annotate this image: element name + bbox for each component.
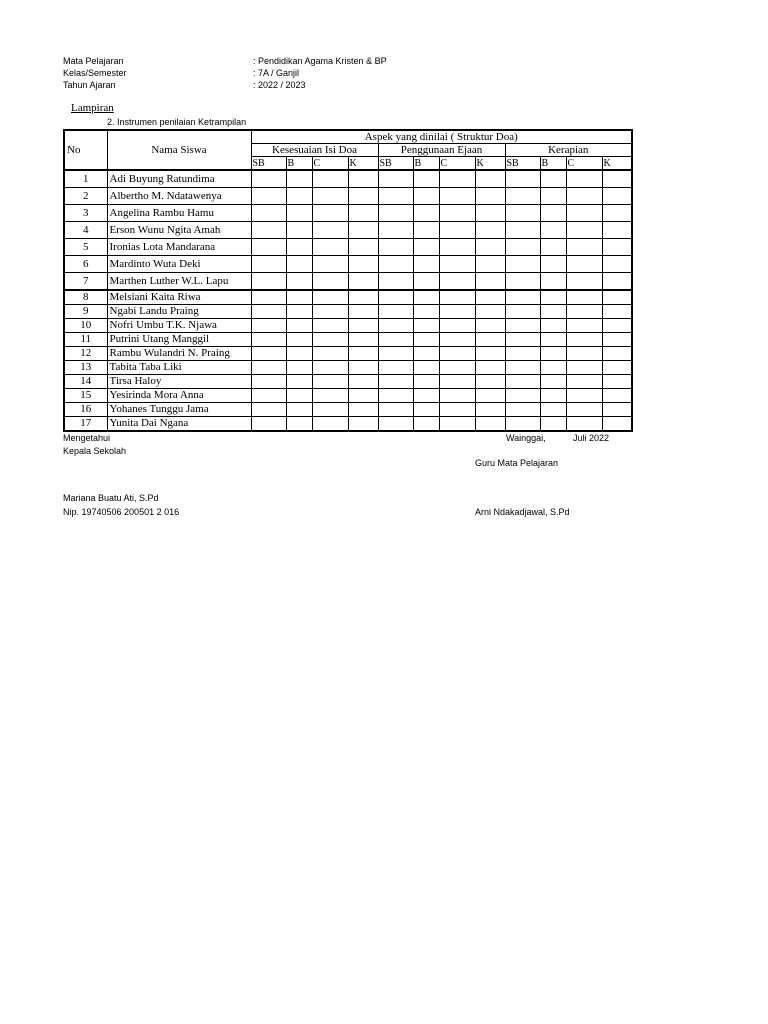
- score-cell[interactable]: [566, 403, 602, 417]
- score-cell[interactable]: [378, 205, 413, 222]
- score-cell[interactable]: [348, 188, 378, 205]
- student-name: Ironias Lota Mandarana: [107, 239, 251, 256]
- score-cell[interactable]: [251, 222, 286, 239]
- table-row: [64, 239, 632, 256]
- score-cell[interactable]: [602, 361, 632, 375]
- grade-header-cell: B: [286, 157, 312, 171]
- table-row: [64, 305, 632, 319]
- table-row: [64, 222, 632, 239]
- score-cell[interactable]: [566, 319, 602, 333]
- student-number: 12: [64, 347, 107, 361]
- score-cell[interactable]: [540, 375, 566, 389]
- table-row: [64, 403, 632, 417]
- score-cell[interactable]: [413, 222, 439, 239]
- score-cell[interactable]: [540, 222, 566, 239]
- table-row: [64, 375, 632, 389]
- grade-header-cell: B: [540, 157, 566, 171]
- field-label-year: Tahun Ajaran: [63, 80, 116, 90]
- score-cell[interactable]: [413, 256, 439, 273]
- score-cell[interactable]: [540, 188, 566, 205]
- student-number: 9: [64, 305, 107, 319]
- student-name: Nofri Umbu T.K. Njawa: [107, 319, 251, 333]
- score-cell[interactable]: [505, 403, 540, 417]
- header-aspect-spelling: Penggunaan Ejaan: [378, 144, 505, 157]
- score-cell[interactable]: [312, 417, 348, 432]
- student-name: Melsiani Kaita Riwa: [107, 290, 251, 305]
- score-cell[interactable]: [439, 333, 475, 347]
- grade-header-cell: K: [602, 157, 632, 171]
- score-cell[interactable]: [505, 375, 540, 389]
- score-cell[interactable]: [286, 403, 312, 417]
- score-cell[interactable]: [348, 347, 378, 361]
- score-cell[interactable]: [348, 273, 378, 291]
- score-cell[interactable]: [312, 256, 348, 273]
- student-name: Rambu Wulandri N. Praing: [107, 347, 251, 361]
- score-cell[interactable]: [312, 239, 348, 256]
- header-no: No: [64, 130, 107, 170]
- student-name: Marthen Luther W.L. Lapu: [107, 273, 251, 291]
- student-name: Tirsa Haloy: [107, 375, 251, 389]
- score-cell[interactable]: [286, 170, 312, 188]
- score-cell[interactable]: [566, 273, 602, 291]
- score-cell[interactable]: [505, 290, 540, 305]
- score-cell[interactable]: [413, 333, 439, 347]
- student-number: 7: [64, 273, 107, 291]
- student-name: Yunita Dai Ngana: [107, 417, 251, 432]
- score-cell[interactable]: [413, 305, 439, 319]
- score-cell[interactable]: [505, 239, 540, 256]
- student-number: 6: [64, 256, 107, 273]
- score-cell[interactable]: [566, 375, 602, 389]
- score-cell[interactable]: [251, 305, 286, 319]
- score-cell[interactable]: [439, 239, 475, 256]
- student-number: 15: [64, 389, 107, 403]
- student-number: 16: [64, 403, 107, 417]
- student-name: Adi Buyung Ratundima: [107, 170, 251, 188]
- score-cell[interactable]: [566, 239, 602, 256]
- score-cell[interactable]: [540, 170, 566, 188]
- score-cell[interactable]: [540, 403, 566, 417]
- table-row: [64, 347, 632, 361]
- table-row: [64, 205, 632, 222]
- score-cell[interactable]: [602, 222, 632, 239]
- score-cell[interactable]: [602, 256, 632, 273]
- score-cell[interactable]: [540, 305, 566, 319]
- score-cell[interactable]: [475, 375, 505, 389]
- score-cell[interactable]: [378, 347, 413, 361]
- score-cell[interactable]: [566, 417, 602, 432]
- teacher-role: Guru Mata Pelajaran: [475, 458, 559, 468]
- score-cell[interactable]: [286, 305, 312, 319]
- grade-header-cell: B: [413, 157, 439, 171]
- score-cell[interactable]: [505, 188, 540, 205]
- score-cell[interactable]: [475, 305, 505, 319]
- section-title: Lampiran: [71, 102, 114, 114]
- score-cell[interactable]: [602, 205, 632, 222]
- score-cell[interactable]: [505, 256, 540, 273]
- score-cell[interactable]: [378, 305, 413, 319]
- score-cell[interactable]: [378, 403, 413, 417]
- score-cell[interactable]: [439, 222, 475, 239]
- score-cell[interactable]: [378, 290, 413, 305]
- table-row: [64, 333, 632, 347]
- score-cell[interactable]: [439, 417, 475, 432]
- score-cell[interactable]: [286, 361, 312, 375]
- score-cell[interactable]: [566, 205, 602, 222]
- score-cell[interactable]: [413, 205, 439, 222]
- score-cell[interactable]: [602, 290, 632, 305]
- field-value-subject: : Pendidikan Agama Kristen & BP: [253, 56, 387, 66]
- score-cell[interactable]: [286, 188, 312, 205]
- score-cell[interactable]: [475, 273, 505, 291]
- score-cell[interactable]: [348, 290, 378, 305]
- student-number: 11: [64, 333, 107, 347]
- score-cell[interactable]: [251, 417, 286, 432]
- score-cell[interactable]: [475, 239, 505, 256]
- score-cell[interactable]: [251, 319, 286, 333]
- score-cell[interactable]: [602, 389, 632, 403]
- score-cell[interactable]: [602, 375, 632, 389]
- score-cell[interactable]: [566, 361, 602, 375]
- score-cell[interactable]: [475, 256, 505, 273]
- score-cell[interactable]: [312, 361, 348, 375]
- principal-name: Mariana Buatu Ati, S.Pd: [63, 493, 159, 503]
- score-cell[interactable]: [413, 417, 439, 432]
- score-cell[interactable]: [348, 417, 378, 432]
- grade-header-cell: C: [312, 157, 348, 171]
- score-cell[interactable]: [505, 273, 540, 291]
- principal-nip: Nip. 19740506 200501 2 016: [63, 507, 180, 517]
- score-cell[interactable]: [566, 389, 602, 403]
- score-cell[interactable]: [378, 375, 413, 389]
- score-cell[interactable]: [348, 222, 378, 239]
- score-cell[interactable]: [413, 361, 439, 375]
- score-cell[interactable]: [439, 290, 475, 305]
- score-cell[interactable]: [348, 170, 378, 188]
- student-name: Tabita Taba Liki: [107, 361, 251, 375]
- grade-header-cell: K: [475, 157, 505, 171]
- score-cell[interactable]: [251, 347, 286, 361]
- score-cell[interactable]: [312, 389, 348, 403]
- score-cell[interactable]: [348, 205, 378, 222]
- score-cell[interactable]: [286, 319, 312, 333]
- score-cell[interactable]: [602, 305, 632, 319]
- table-row: [64, 256, 632, 273]
- score-cell[interactable]: [251, 170, 286, 188]
- score-cell[interactable]: [378, 188, 413, 205]
- student-number: 10: [64, 319, 107, 333]
- score-cell[interactable]: [286, 347, 312, 361]
- score-cell[interactable]: [505, 205, 540, 222]
- score-cell[interactable]: [566, 305, 602, 319]
- score-cell[interactable]: [475, 361, 505, 375]
- principal-role: Kepala Sekolah: [63, 446, 127, 456]
- score-cell[interactable]: [286, 389, 312, 403]
- score-cell[interactable]: [602, 319, 632, 333]
- table-row: [64, 273, 632, 291]
- score-cell[interactable]: [566, 170, 602, 188]
- score-cell[interactable]: [439, 389, 475, 403]
- score-cell[interactable]: [475, 319, 505, 333]
- score-cell[interactable]: [348, 319, 378, 333]
- score-cell[interactable]: [439, 347, 475, 361]
- grade-header-cell: C: [566, 157, 602, 171]
- score-cell[interactable]: [505, 305, 540, 319]
- header-aspect-neatness: Kerapian: [505, 144, 632, 157]
- student-number: 17: [64, 417, 107, 432]
- score-cell[interactable]: [378, 170, 413, 188]
- header-name: Nama Siswa: [107, 130, 251, 170]
- score-cell[interactable]: [413, 375, 439, 389]
- score-cell[interactable]: [413, 273, 439, 291]
- grade-header-cell: SB: [505, 157, 540, 171]
- score-cell[interactable]: [439, 361, 475, 375]
- table-row: [64, 319, 632, 333]
- score-cell[interactable]: [413, 389, 439, 403]
- student-name: Ngabi Landu Praing: [107, 305, 251, 319]
- score-cell[interactable]: [475, 188, 505, 205]
- score-cell[interactable]: [251, 273, 286, 291]
- score-cell[interactable]: [413, 319, 439, 333]
- score-cell[interactable]: [602, 347, 632, 361]
- score-cell[interactable]: [602, 170, 632, 188]
- score-cell[interactable]: [378, 256, 413, 273]
- score-cell[interactable]: [475, 222, 505, 239]
- score-cell[interactable]: [540, 205, 566, 222]
- student-name: Yesirinda Mora Anna: [107, 389, 251, 403]
- score-cell[interactable]: [348, 375, 378, 389]
- student-number: 13: [64, 361, 107, 375]
- score-cell[interactable]: [312, 319, 348, 333]
- score-cell[interactable]: [602, 333, 632, 347]
- score-cell[interactable]: [602, 239, 632, 256]
- score-cell[interactable]: [378, 239, 413, 256]
- student-rows: [64, 170, 632, 431]
- header-aspect-content: Kesesuaian Isi Doa: [251, 144, 378, 157]
- field-value-year: : 2022 / 2023: [253, 80, 306, 90]
- score-cell[interactable]: [286, 205, 312, 222]
- score-cell[interactable]: [312, 222, 348, 239]
- score-cell[interactable]: [251, 188, 286, 205]
- score-cell[interactable]: [286, 290, 312, 305]
- score-cell[interactable]: [312, 305, 348, 319]
- score-cell[interactable]: [475, 170, 505, 188]
- score-cell[interactable]: [348, 305, 378, 319]
- score-cell[interactable]: [540, 333, 566, 347]
- score-cell[interactable]: [378, 389, 413, 403]
- score-cell[interactable]: [251, 290, 286, 305]
- table-row: [64, 290, 632, 305]
- score-cell[interactable]: [286, 375, 312, 389]
- signing-date: Juli 2022: [573, 433, 610, 443]
- student-name: Yohanes Tunggu Jama: [107, 403, 251, 417]
- score-cell[interactable]: [286, 239, 312, 256]
- score-cell[interactable]: [378, 361, 413, 375]
- score-cell[interactable]: [286, 333, 312, 347]
- student-number: 4: [64, 222, 107, 239]
- score-cell[interactable]: [439, 256, 475, 273]
- table-row: [64, 188, 632, 205]
- score-cell[interactable]: [439, 375, 475, 389]
- score-cell[interactable]: [602, 188, 632, 205]
- score-cell[interactable]: [475, 205, 505, 222]
- score-cell[interactable]: [602, 273, 632, 291]
- score-cell[interactable]: [413, 188, 439, 205]
- score-cell[interactable]: [602, 403, 632, 417]
- score-cell[interactable]: [439, 273, 475, 291]
- score-cell[interactable]: [475, 290, 505, 305]
- score-cell[interactable]: [348, 403, 378, 417]
- score-cell[interactable]: [540, 290, 566, 305]
- score-cell[interactable]: [348, 389, 378, 403]
- header-aspect: Aspek yang dinilai ( Struktur Doa): [251, 130, 632, 144]
- student-name: Angelina Rambu Hamu: [107, 205, 251, 222]
- score-cell[interactable]: [475, 417, 505, 432]
- score-cell[interactable]: [602, 417, 632, 432]
- field-label-class: Kelas/Semester: [63, 68, 127, 78]
- score-cell[interactable]: [251, 333, 286, 347]
- score-cell[interactable]: [251, 403, 286, 417]
- acknowledged-label: Mengetahui: [63, 433, 111, 443]
- section-subtitle: 2. Instrumen penilaian Ketrampilan: [107, 117, 247, 127]
- score-cell[interactable]: [378, 417, 413, 432]
- score-cell[interactable]: [348, 256, 378, 273]
- student-name: Albertho M. Ndatawenya: [107, 188, 251, 205]
- score-cell[interactable]: [348, 239, 378, 256]
- score-cell[interactable]: [540, 347, 566, 361]
- student-number: 3: [64, 205, 107, 222]
- score-cell[interactable]: [413, 239, 439, 256]
- score-cell[interactable]: [540, 417, 566, 432]
- score-cell[interactable]: [566, 188, 602, 205]
- score-cell[interactable]: [312, 290, 348, 305]
- score-cell[interactable]: [286, 256, 312, 273]
- score-cell[interactable]: [378, 273, 413, 291]
- score-cell[interactable]: [505, 222, 540, 239]
- student-number: 8: [64, 290, 107, 305]
- grade-header-cell: SB: [378, 157, 413, 171]
- signing-place: Wainggai,: [506, 433, 546, 443]
- score-cell[interactable]: [505, 333, 540, 347]
- assessment-table: [63, 129, 633, 432]
- teacher-name: Arni Ndakadjawal, S.Pd: [475, 507, 570, 517]
- score-cell[interactable]: [566, 256, 602, 273]
- score-cell[interactable]: [566, 347, 602, 361]
- table-row: [64, 170, 632, 188]
- score-cell[interactable]: [540, 389, 566, 403]
- score-cell[interactable]: [439, 319, 475, 333]
- score-cell[interactable]: [439, 170, 475, 188]
- score-cell[interactable]: [413, 403, 439, 417]
- score-cell[interactable]: [378, 333, 413, 347]
- score-cell[interactable]: [475, 347, 505, 361]
- score-cell[interactable]: [505, 170, 540, 188]
- score-cell[interactable]: [312, 347, 348, 361]
- score-cell[interactable]: [378, 222, 413, 239]
- score-cell[interactable]: [251, 239, 286, 256]
- table-row: [64, 417, 632, 432]
- score-cell[interactable]: [286, 222, 312, 239]
- score-cell[interactable]: [505, 389, 540, 403]
- score-cell[interactable]: [312, 333, 348, 347]
- score-cell[interactable]: [312, 188, 348, 205]
- score-cell[interactable]: [251, 361, 286, 375]
- score-cell[interactable]: [348, 333, 378, 347]
- table-row: [64, 389, 632, 403]
- score-cell[interactable]: [475, 333, 505, 347]
- score-cell[interactable]: [475, 389, 505, 403]
- score-cell[interactable]: [566, 290, 602, 305]
- score-cell[interactable]: [439, 403, 475, 417]
- score-cell[interactable]: [312, 403, 348, 417]
- score-cell[interactable]: [413, 290, 439, 305]
- student-number: 5: [64, 239, 107, 256]
- score-cell[interactable]: [251, 205, 286, 222]
- score-cell[interactable]: [566, 222, 602, 239]
- student-number: 1: [64, 170, 107, 188]
- score-cell[interactable]: [312, 375, 348, 389]
- score-cell[interactable]: [413, 347, 439, 361]
- score-cell[interactable]: [251, 375, 286, 389]
- score-cell[interactable]: [505, 347, 540, 361]
- score-cell[interactable]: [378, 319, 413, 333]
- score-cell[interactable]: [540, 319, 566, 333]
- score-cell[interactable]: [439, 305, 475, 319]
- score-cell[interactable]: [505, 361, 540, 375]
- score-cell[interactable]: [312, 273, 348, 291]
- score-cell[interactable]: [439, 188, 475, 205]
- score-cell[interactable]: [505, 417, 540, 432]
- score-cell[interactable]: [439, 205, 475, 222]
- score-cell[interactable]: [312, 205, 348, 222]
- score-cell[interactable]: [540, 273, 566, 291]
- score-cell[interactable]: [286, 273, 312, 291]
- score-cell[interactable]: [540, 361, 566, 375]
- student-number: 2: [64, 188, 107, 205]
- score-cell[interactable]: [312, 170, 348, 188]
- score-cell[interactable]: [566, 333, 602, 347]
- score-cell[interactable]: [505, 319, 540, 333]
- student-name: Putrini Utang Manggil: [107, 333, 251, 347]
- grade-header-cell: SB: [251, 157, 286, 171]
- grade-header-cell: K: [348, 157, 378, 171]
- table-row: [64, 361, 632, 375]
- student-number: 14: [64, 375, 107, 389]
- score-cell[interactable]: [413, 170, 439, 188]
- score-cell[interactable]: [251, 389, 286, 403]
- score-cell[interactable]: [348, 361, 378, 375]
- field-label-subject: Mata Pelajaran: [63, 56, 124, 66]
- student-name: Mardinto Wuta Deki: [107, 256, 251, 273]
- score-cell[interactable]: [540, 239, 566, 256]
- field-value-class: : 7A / Ganjil: [253, 68, 300, 78]
- score-cell[interactable]: [540, 256, 566, 273]
- grade-header-cell: C: [439, 157, 475, 171]
- student-name: Erson Wunu Ngita Amah: [107, 222, 251, 239]
- score-cell[interactable]: [475, 403, 505, 417]
- score-cell[interactable]: [251, 256, 286, 273]
- score-cell[interactable]: [286, 417, 312, 432]
